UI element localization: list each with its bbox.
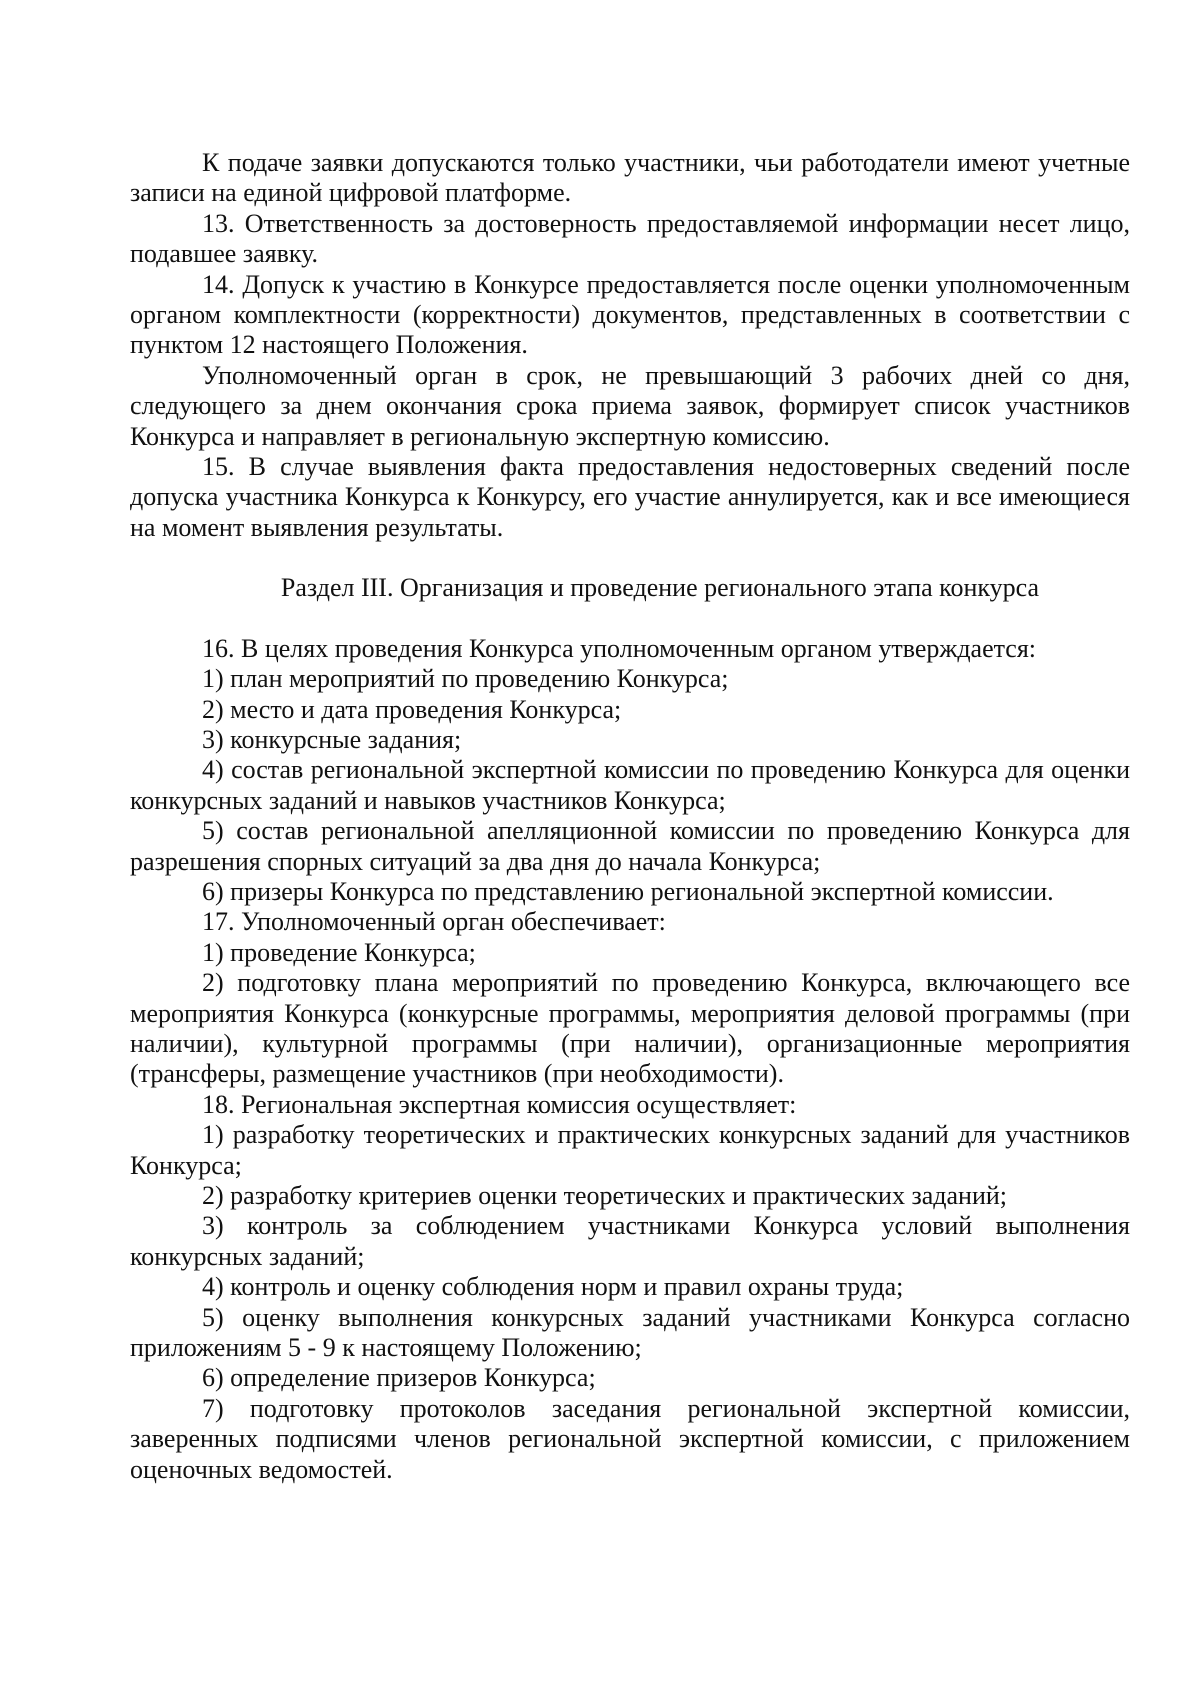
paragraph-13: 13. Ответственность за достоверность предоставляемой информации несет лицо, подавшее заявку.	[130, 208, 1130, 269]
list-item-16-6: 6) призеры Конкурса по представлению региональной экспертной комиссии.	[202, 876, 1054, 906]
list-item-18-5: 5) оценку выполнения конкурсных заданий участниками Конкурса согласно приложениям 5 - 9 к настоящему Положению;	[130, 1302, 1130, 1363]
list-item-18-4: 4) контроль и оценку соблюдения норм и правил охраны труда;	[202, 1272, 904, 1302]
list-item-16-4: 4) состав региональной экспертной комиссии по проведению Конкурса для оценки конкурсных заданий и навыков участников Конкурса;	[130, 755, 1130, 815]
list-item-16-1: 1) план мероприятий по проведению Конкурса;	[202, 664, 729, 694]
paragraph-18: 18. Региональная экспертная комиссия осуществляет:	[202, 1089, 797, 1119]
list-item-18-7: 7) подготовку протоколов заседания региональной экспертной комиссии, заверенных подписями членов региональной экспертной комиссии, с приложением оценочных ведомостей.	[130, 1393, 1130, 1484]
paragraph-17: 17. Уполномоченный орган обеспечивает:	[202, 907, 666, 937]
paragraph-applicants-admission: К подаче заявки допускаются только участники, чьи работодатели имеют учетные записи на единой цифровой платформе.	[130, 148, 1130, 208]
section-heading: Раздел III. Организация и проведение регионального этапа конкурса	[280, 573, 1040, 603]
list-item-18-3: 3) контроль за соблюдением участниками Конкурса условий выполнения конкурсных заданий;	[130, 1211, 1130, 1271]
list-item-17-1: 1) проведение Конкурса;	[202, 937, 476, 967]
list-item-17-2: 2) подготовку плана мероприятий по проведению Конкурса, включающего все мероприятия Конкурса (конкурсные программы, мероприятия деловой программы (при наличии), культурной программы (при наличии), организационные мероприятия (трансферы, размещение участников (при необходимости).	[130, 968, 1130, 1089]
list-item-16-2: 2) место и дата проведения Конкурса;	[202, 694, 622, 724]
paragraph-15: 15. В случае выявления факта предоставления недостоверных сведений после допуска участника Конкурса к Конкурсу, его участие аннулируется, как и все имеющиеся на момент выявления результаты.	[130, 452, 1130, 542]
list-item-18-6: 6) определение призеров Конкурса;	[202, 1363, 596, 1393]
list-item-18-2: 2) разработку критериев оценки теоретических и практических заданий;	[202, 1181, 1008, 1210]
document-page	[130, 148, 1130, 1485]
paragraph-14: 14. Допуск к участию в Конкурсе предоставляется после оценки уполномоченным органом комплектности (корректности) документов, представленных в соответствии с пунктом 12 настоящего Положения.	[130, 269, 1130, 360]
list-item-16-3: 3) конкурсные задания;	[202, 724, 462, 754]
list-item-16-5: 5) состав региональной апелляционной комиссии по проведению Конкурса для разрешения спорных ситуаций за два дня до начала Конкурса;	[130, 816, 1130, 876]
paragraph-14-authorized-body: Уполномоченный орган в срок, не превышающий 3 рабочих дней со дня, следующего за днем окончания срока приема заявок, формирует список участников Конкурса и направляет в региональную экспертную комиссию.	[130, 360, 1130, 451]
list-item-18-1: 1) разработку теоретических и практических конкурсных заданий для участников Конкурса;	[130, 1120, 1130, 1180]
paragraph-16: 16. В целях проведения Конкурса уполномоченным органом утверждается:	[202, 633, 1037, 663]
